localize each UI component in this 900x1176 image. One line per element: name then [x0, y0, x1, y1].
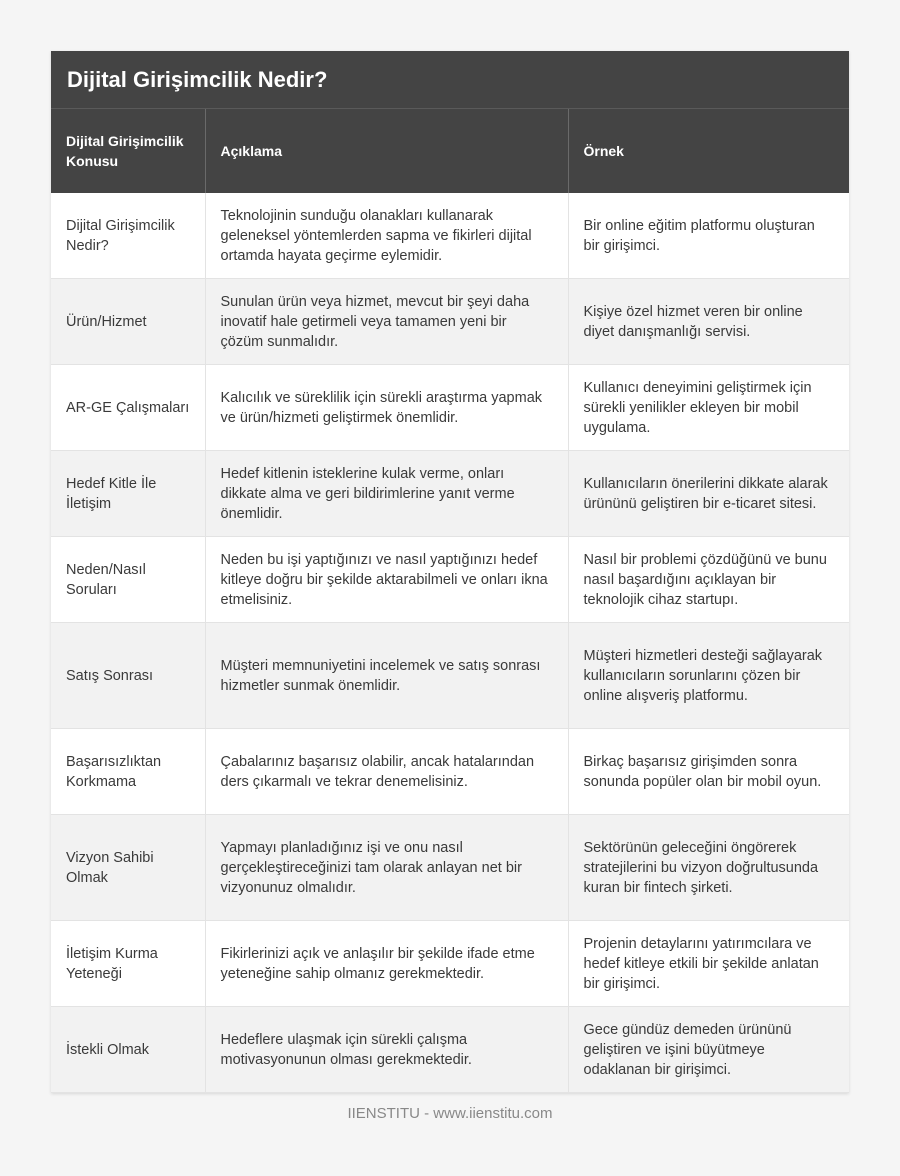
table-row [51, 537, 849, 623]
cell-description: Hedeflere ulaşmak için sürekli çalışma motivasyonunun olması gerekmektedir. [205, 1007, 568, 1093]
cell-description: Neden bu işi yaptığınızı ve nasıl yaptığınızı hedef kitleye doğru bir şekilde aktarabilmeli ve onları ikna etmelisiniz. [205, 537, 568, 623]
cell-topic: Hedef Kitle İle İletişim [51, 451, 205, 537]
cell-topic: Dijital Girişimcilik Nedir? [51, 193, 205, 279]
footer-credit: IIENSTITU - www.iienstitu.com [347, 1105, 553, 1122]
cell-topic: Satış Sonrası [51, 623, 205, 729]
table-row [51, 365, 849, 451]
table-row [51, 193, 849, 279]
cell-example: Kullanıcıların önerilerini dikkate alarak ürününü geliştiren bir e-ticaret sitesi. [568, 451, 849, 537]
cell-topic: İletişim Kurma Yeteneği [51, 921, 205, 1007]
cell-description: Yapmayı planladığınız işi ve onu nasıl gerçekleştireceğinizi tam olarak anlayan net bir vizyonunuz olmalıdır. [205, 815, 568, 921]
cell-description: Müşteri memnuniyetini incelemek ve satış sonrası hizmetler sunmak önemlidir. [205, 623, 568, 729]
cell-description: Kalıcılık ve süreklilik için sürekli araştırma yapmak ve ürün/hizmeti geliştirmek önemlidir. [205, 365, 568, 451]
table-row [51, 729, 849, 815]
header-description: Açıklama [205, 109, 568, 193]
cell-example: Bir online eğitim platformu oluşturan bir girişimci. [568, 193, 849, 279]
cell-example: Sektörünün geleceğini öngörerek stratejilerini bu vizyon doğrultusunda kuran bir fintech şirketi. [568, 815, 849, 921]
cell-example: Nasıl bir problemi çözdüğünü ve bunu nasıl başardığını açıklayan bir teknolojik cihaz startupı. [568, 537, 849, 623]
cell-description: Hedef kitlenin isteklerine kulak verme, onları dikkate alma ve geri bildirimlerine yanıt verme önemlidir. [205, 451, 568, 537]
cell-description: Fikirlerinizi açık ve anlaşılır bir şekilde ifade etme yeteneğine sahip olmanız gerekmektedir. [205, 921, 568, 1007]
header-topic: Dijital Girişimcilik Konusu [51, 109, 205, 193]
table-title: Dijital Girişimcilik Nedir? [51, 51, 849, 109]
table-row [51, 1007, 849, 1093]
cell-description: Sunulan ürün veya hizmet, mevcut bir şeyi daha inovatif hale getirmeli veya tamamen yeni bir çözüm sunmalıdır. [205, 279, 568, 365]
cell-example: Birkaç başarısız girişimden sonra sonunda popüler olan bir mobil oyun. [568, 729, 849, 815]
cell-example: Kullanıcı deneyimini geliştirmek için sürekli yenilikler ekleyen bir mobil uygulama. [568, 365, 849, 451]
table-header-row [51, 109, 849, 193]
table-row [51, 451, 849, 537]
cell-description: Çabalarınız başarısız olabilir, ancak hatalarından ders çıkarmalı ve tekrar denemelisiniz. [205, 729, 568, 815]
cell-example: Projenin detaylarını yatırımcılara ve hedef kitleye etkili bir şekilde anlatan bir girişimci. [568, 921, 849, 1007]
table-row [51, 623, 849, 729]
cell-example: Gece gündüz demeden ürününü geliştiren ve işini büyütmeye odaklanan bir girişimci. [568, 1007, 849, 1093]
cell-topic: Vizyon Sahibi Olmak [51, 815, 205, 921]
info-table-card [51, 51, 849, 1093]
cell-description: Teknolojinin sunduğu olanakları kullanarak geleneksel yöntemlerden sapma ve fikirleri dijital ortamda hayata geçirme eylemidir. [205, 193, 568, 279]
cell-topic: Ürün/Hizmet [51, 279, 205, 365]
cell-topic: Başarısızlıktan Korkmama [51, 729, 205, 815]
cell-example: Kişiye özel hizmet veren bir online diyet danışmanlığı servisi. [568, 279, 849, 365]
table-row [51, 279, 849, 365]
cell-topic: İstekli Olmak [51, 1007, 205, 1093]
table-row [51, 815, 849, 921]
topics-table [51, 109, 849, 1093]
cell-topic: AR-GE Çalışmaları [51, 365, 205, 451]
table-row [51, 921, 849, 1007]
cell-topic: Neden/Nasıl Soruları [51, 537, 205, 623]
header-example: Örnek [568, 109, 849, 193]
cell-example: Müşteri hizmetleri desteği sağlayarak kullanıcıların sorunlarını çözen bir online alışveriş platformu. [568, 623, 849, 729]
